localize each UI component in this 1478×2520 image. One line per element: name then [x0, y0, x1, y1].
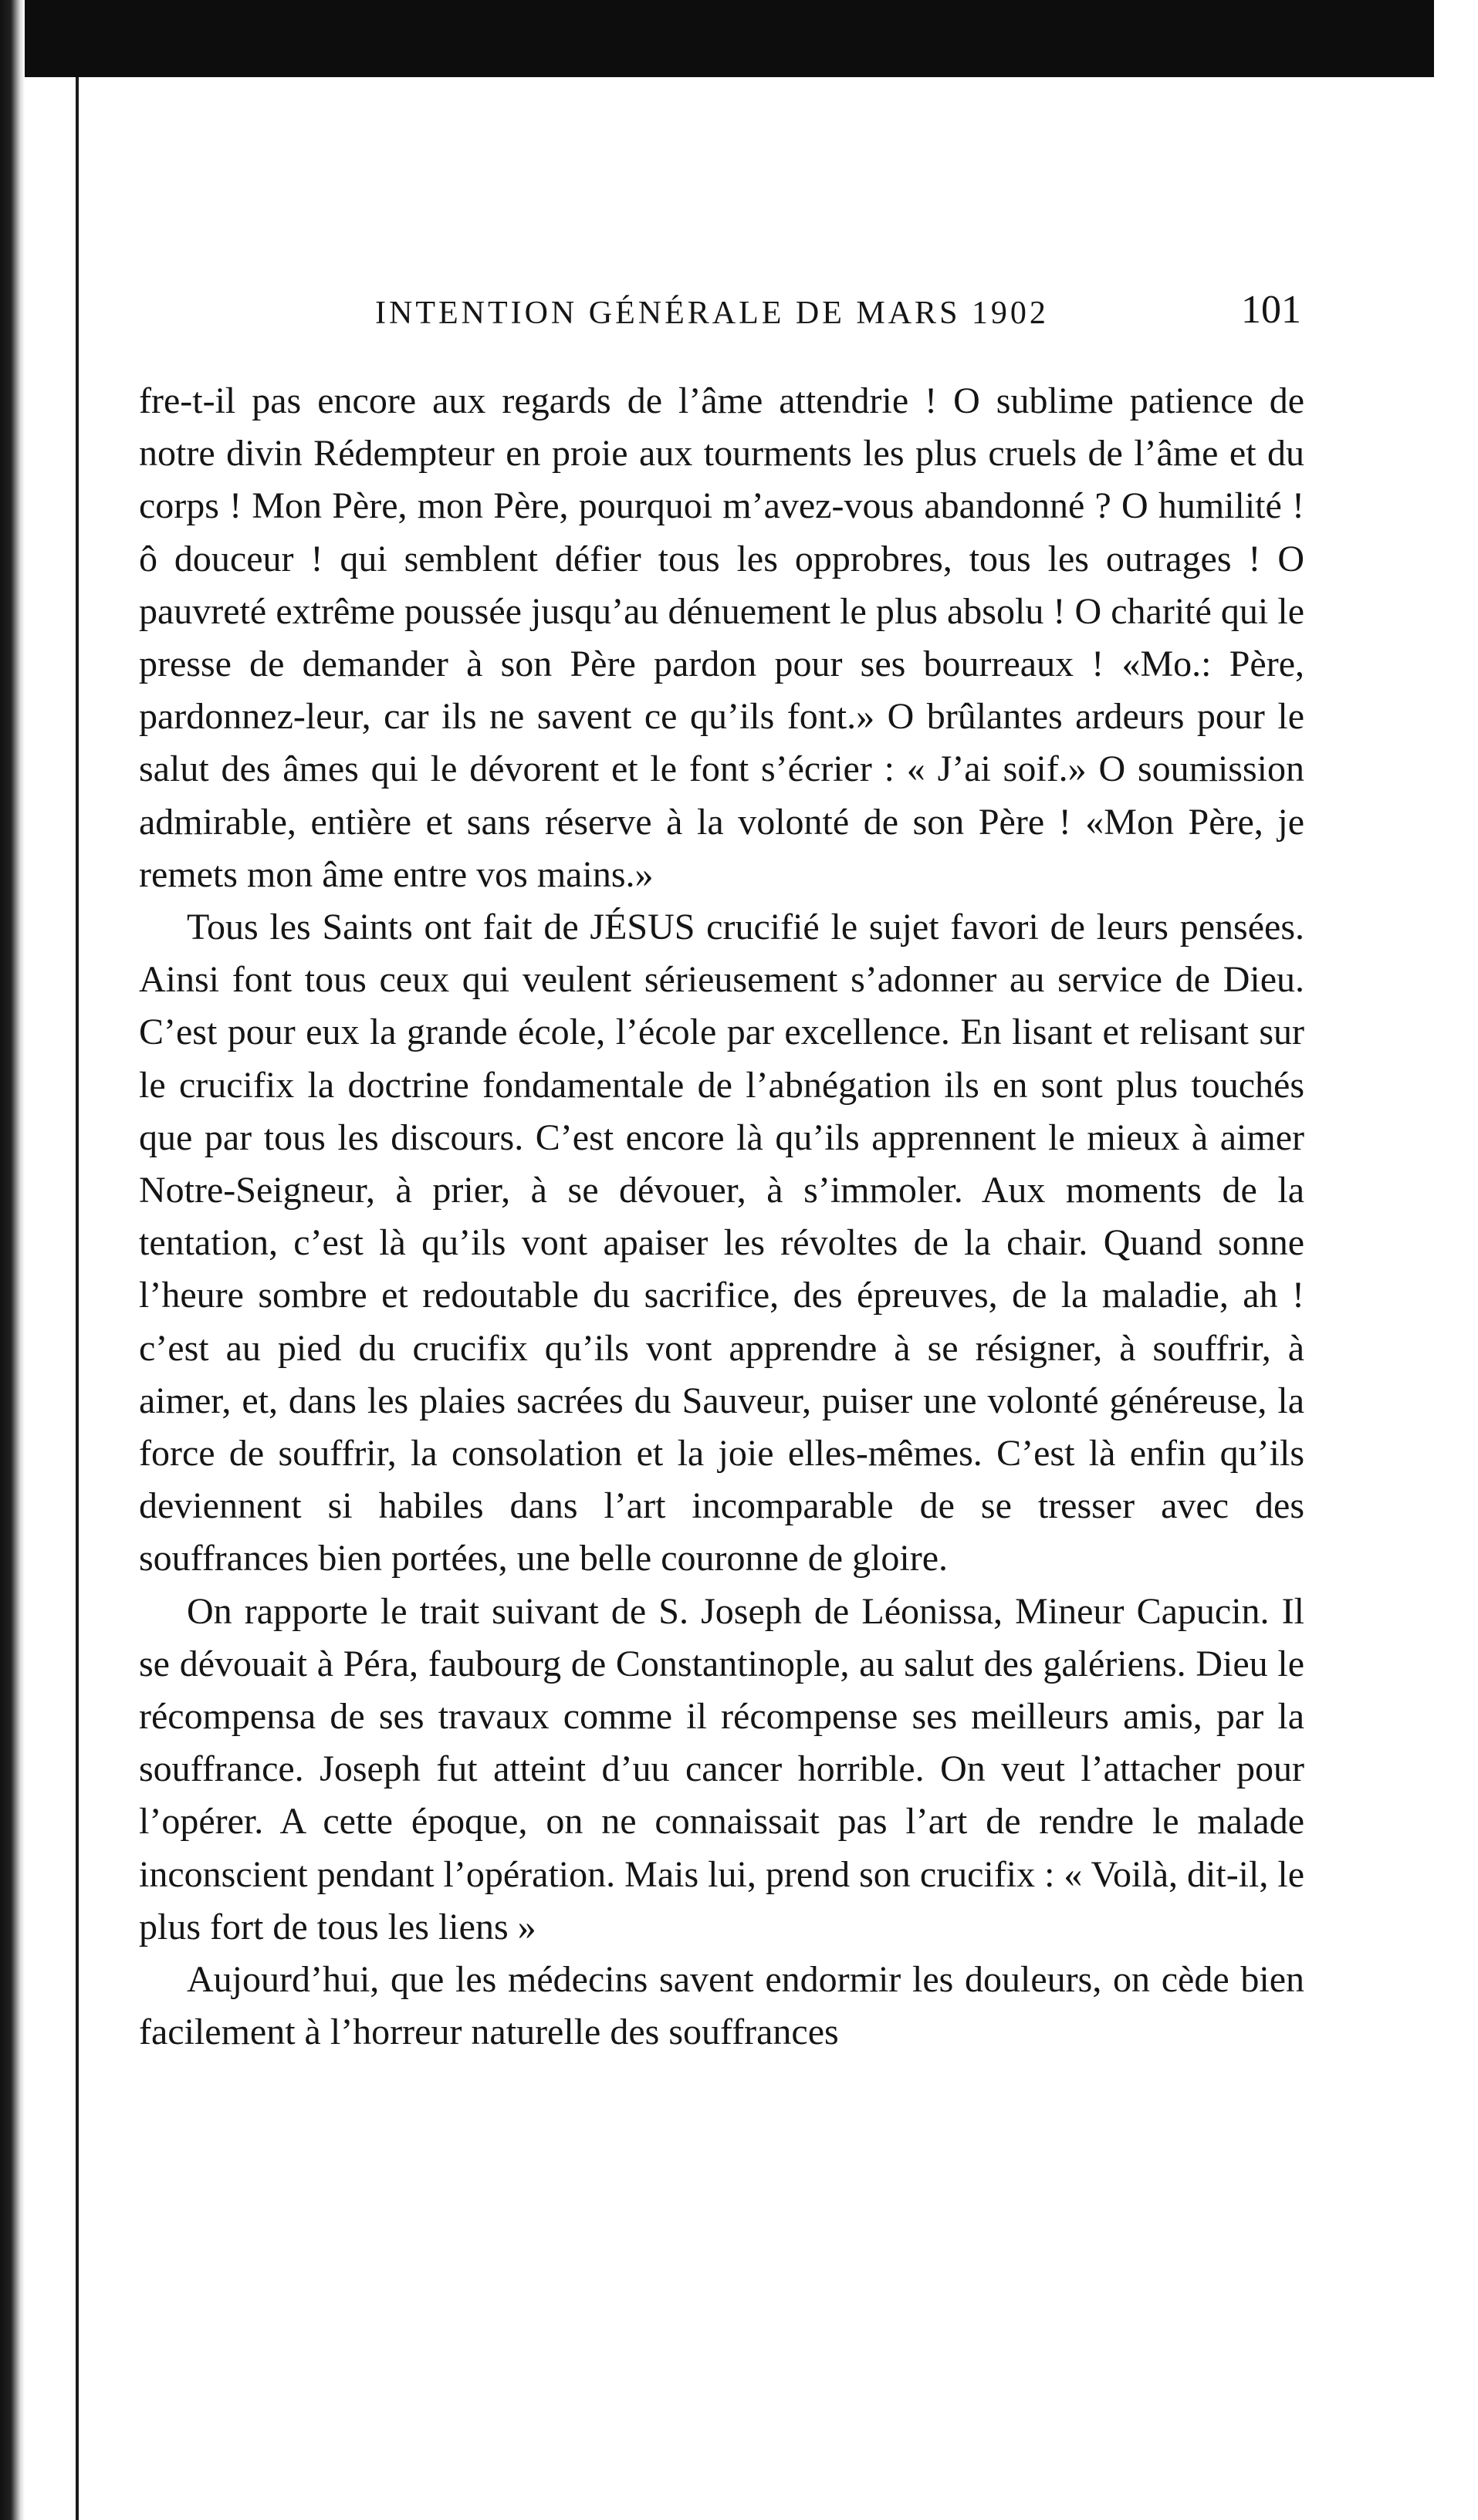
- paragraph: On rapporte le trait suivant de S. Joseph de Léonissa, Mineur Capucin. Il se dévouait à Péra, faubourg de Constantinople, au salut des galériens. Dieu le récompensa de ses travaux comme il récompense ses meilleurs amis, par la souffrance. Joseph fut atteint d’uu cancer horrible. On veut l’attacher pour l’opérer. A cette époque, on ne connaissait pas l’art de rendre le malade inconscient pendant l’opération. Mais lui, prend son crucifix : « Voilà, dit-il, le plus fort de tous les liens »: [139, 1590, 1304, 1947]
- page-header: [375, 284, 1301, 346]
- body-text: [139, 375, 1304, 2059]
- paragraph: Tous les Saints ont fait de JÉSUS crucifié le sujet favori de leurs pensées. Ainsi font tous ceux qui veulent sérieusement s’adonner au service de Dieu. C’est pour eux la grande école, l’école par excellence. En lisant et relisant sur le crucifix la doctrine fondamentale de l’abnégation ils en sont plus touchés que par tous les discours. C’est encore là qu’ils apprennent le mieux à aimer Notre-Seigneur, à prier, à se dévouer, à s’immoler. Aux moments de la tentation, c’est là qu’ils vont apaiser les révoltes de la chair. Quand sonne l’heure sombre et redoutable du sacrifice, des épreuves, de la maladie, ah ! c’est au pied du crucifix qu’ils vont apprendre à se résigner, à souffrir, à aimer, et, dans les plaies sacrées du Sauveur, puiser une volonté généreuse, la force de souffrir, la consolation et la joie elles-mêmes. C’est là enfin qu’ils deviennent si habiles dans l’art incomparable de se tresser avec des souffrances bien portées, une belle couronne de gloire.: [139, 907, 1304, 1579]
- paragraph: Aujourd’hui, que les médecins savent endormir les douleurs, on cède bien facilement à l’horreur naturelle des souffrances: [139, 1959, 1304, 2053]
- scan-top-edge: [0, 0, 1434, 77]
- scan-gutter-line: [76, 77, 79, 2520]
- paragraph: fre-t-il pas encore aux regards de l’âme attendrie ! O sublime patience de notre divin Rédempteur en proie aux tourments les plus cruels de l’âme et du corps ! Mon Père, mon Père, pourquoi m’avez-vous abandonné ? O humilité ! ô douceur ! qui semblent défier tous les opprobres, tous les outrages ! O pauvreté extrême poussée jusqu’au dénuement le plus absolu ! O charité qui le presse de demander à son Père pardon pour ses bourreaux ! «Mo.: Père, pardonnez-leur, car ils ne savent ce qu’ils font.» O brûlantes ardeurs pour le salut des âmes qui le dévorent et le font s’écrier : « J’ai soif.» O soumission admirable, entière et sans réserve à la volonté de son Père ! «Mon Père, je remets mon âme entre vos mains.»: [139, 380, 1304, 895]
- scan-left-edge: [0, 0, 25, 2520]
- page-number: 101: [1241, 288, 1301, 332]
- running-head: INTENTION GÉNÉRALE DE MARS 1902: [375, 296, 1049, 331]
